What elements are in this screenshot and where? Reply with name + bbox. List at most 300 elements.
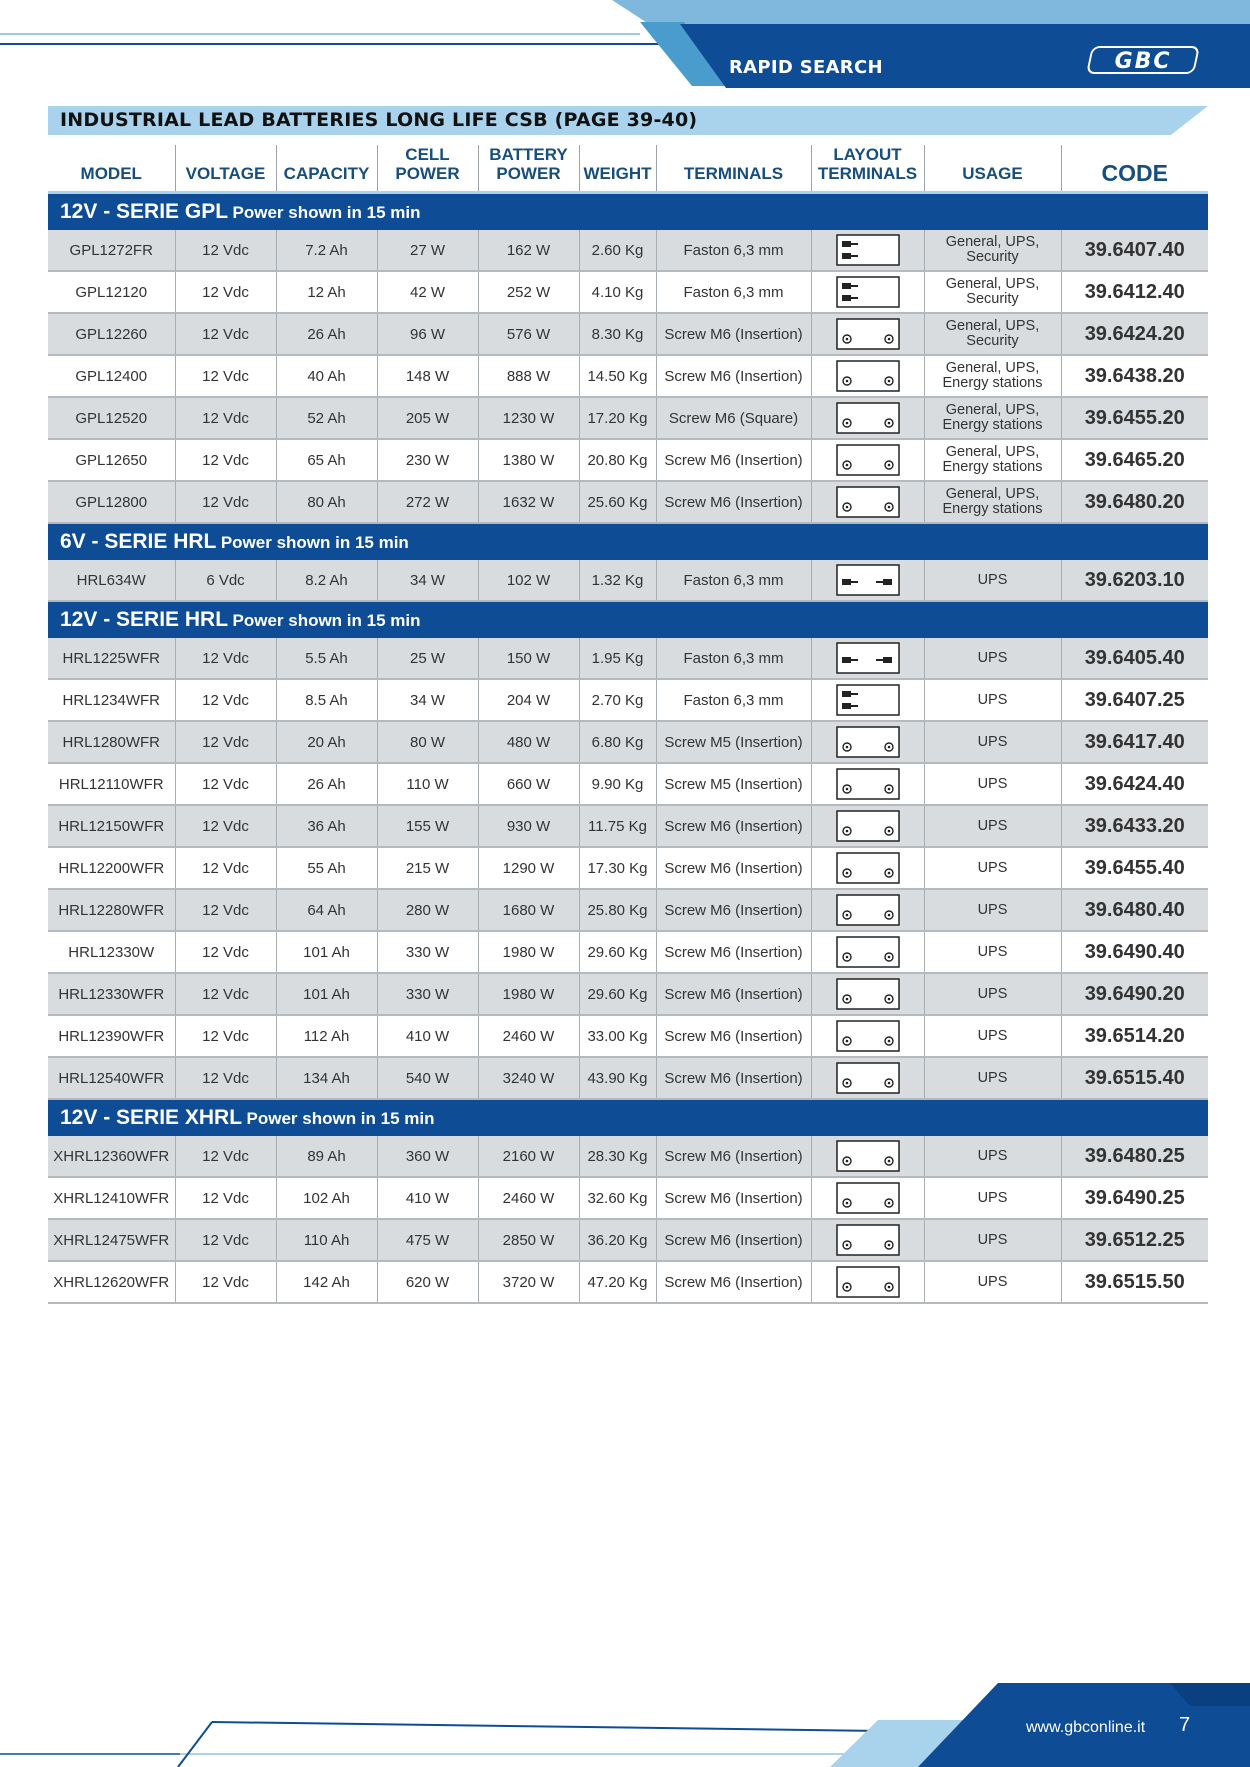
col-header-layout-terminals: LAYOUT TERMINALS <box>811 145 924 193</box>
cell-cell-power: 280 W <box>377 889 478 931</box>
usage-line: General, UPS, <box>945 486 1040 502</box>
cell-terminals: Screw M6 (Insertion) <box>656 1261 811 1303</box>
series-name: 12V - SERIE GPL <box>60 200 229 223</box>
cell-battery-power: 660 W <box>478 763 579 805</box>
series-note: Power shown in 15 min <box>232 203 421 222</box>
col-header-usage: USAGE <box>924 145 1061 193</box>
cell-weight: 17.30 Kg <box>579 847 656 889</box>
col-header-terminals: TERMINALS <box>656 145 811 193</box>
cell-layout-terminals <box>811 1057 924 1099</box>
cell-voltage: 12 Vdc <box>175 763 276 805</box>
cell-battery-power: 3720 W <box>478 1261 579 1303</box>
cell-usage <box>924 889 1061 931</box>
cell-voltage: 12 Vdc <box>175 679 276 721</box>
cell-model: GPL12520 <box>48 397 175 439</box>
cell-terminals: Faston 6,3 mm <box>656 679 811 721</box>
series-header <box>48 193 1208 231</box>
usage-line: UPS <box>977 1147 1008 1164</box>
cell-model: HRL12280WFR <box>48 889 175 931</box>
cell-capacity: 134 Ah <box>276 1057 377 1099</box>
cell-terminals: Screw M6 (Insertion) <box>656 1057 811 1099</box>
cell-weight: 8.30 Kg <box>579 313 656 355</box>
cell-battery-power: 576 W <box>478 313 579 355</box>
usage-line: UPS <box>977 649 1008 666</box>
cell-cell-power: 27 W <box>377 230 478 271</box>
faston-terminal-icon <box>836 642 900 674</box>
series-note: Power shown in 15 min <box>232 611 421 630</box>
cell-voltage: 12 Vdc <box>175 889 276 931</box>
page-title: INDUSTRIAL LEAD BATTERIES LONG LIFE CSB (PAGE 39-40) <box>60 109 698 131</box>
cell-model: GPL12260 <box>48 313 175 355</box>
screw-terminal-icon <box>836 360 900 392</box>
cell-cell-power: 34 W <box>377 560 478 601</box>
usage-line: Security <box>966 291 1019 307</box>
cell-voltage: 12 Vdc <box>175 1219 276 1261</box>
faston-terminal-icon <box>836 684 900 716</box>
cell-capacity: 65 Ah <box>276 439 377 481</box>
cell-layout-terminals <box>811 230 924 271</box>
cell-model: GPL12120 <box>48 271 175 313</box>
screw-terminal-icon <box>836 1182 900 1214</box>
logo-text: GBC <box>1114 49 1172 74</box>
series-header-row <box>48 601 1208 638</box>
cell-code: 39.6405.40 <box>1061 638 1208 679</box>
cell-model: XHRL12360WFR <box>48 1136 175 1177</box>
cell-battery-power: 2460 W <box>478 1015 579 1057</box>
cell-capacity: 26 Ah <box>276 313 377 355</box>
table-row <box>48 763 1208 805</box>
cell-battery-power: 162 W <box>478 230 579 271</box>
table-row <box>48 1219 1208 1261</box>
cell-cell-power: 330 W <box>377 973 478 1015</box>
cell-capacity: 36 Ah <box>276 805 377 847</box>
cell-voltage: 12 Vdc <box>175 1261 276 1303</box>
cell-weight: 25.80 Kg <box>579 889 656 931</box>
cell-model: HRL12150WFR <box>48 805 175 847</box>
cell-cell-power: 360 W <box>377 1136 478 1177</box>
cell-capacity: 112 Ah <box>276 1015 377 1057</box>
cell-battery-power: 204 W <box>478 679 579 721</box>
cell-weight: 1.32 Kg <box>579 560 656 601</box>
cell-usage <box>924 1177 1061 1219</box>
cell-cell-power: 230 W <box>377 439 478 481</box>
cell-terminals: Faston 6,3 mm <box>656 560 811 601</box>
col-header-code: CODE <box>1061 145 1208 193</box>
cell-voltage: 12 Vdc <box>175 313 276 355</box>
usage-line: UPS <box>977 1273 1008 1290</box>
cell-voltage: 12 Vdc <box>175 439 276 481</box>
screw-terminal-icon <box>836 486 900 518</box>
cell-battery-power: 252 W <box>478 271 579 313</box>
cell-weight: 47.20 Kg <box>579 1261 656 1303</box>
cell-terminals: Faston 6,3 mm <box>656 271 811 313</box>
cell-voltage: 12 Vdc <box>175 805 276 847</box>
cell-code: 39.6480.25 <box>1061 1136 1208 1177</box>
col-header-voltage: VOLTAGE <box>175 145 276 193</box>
cell-model: XHRL12410WFR <box>48 1177 175 1219</box>
cell-usage <box>924 313 1061 355</box>
cell-usage <box>924 973 1061 1015</box>
cell-code: 39.6424.40 <box>1061 763 1208 805</box>
cell-capacity: 64 Ah <box>276 889 377 931</box>
cell-layout-terminals <box>811 481 924 523</box>
cell-layout-terminals <box>811 763 924 805</box>
cell-code: 39.6424.20 <box>1061 313 1208 355</box>
cell-usage <box>924 1261 1061 1303</box>
cell-voltage: 12 Vdc <box>175 1015 276 1057</box>
cell-layout-terminals <box>811 889 924 931</box>
cell-battery-power: 1380 W <box>478 439 579 481</box>
cell-layout-terminals <box>811 439 924 481</box>
cell-capacity: 7.2 Ah <box>276 230 377 271</box>
cell-capacity: 101 Ah <box>276 931 377 973</box>
cell-code: 39.6465.20 <box>1061 439 1208 481</box>
gbc-logo <box>1086 46 1200 74</box>
usage-line: UPS <box>977 817 1008 834</box>
cell-layout-terminals <box>811 1136 924 1177</box>
cell-voltage: 12 Vdc <box>175 481 276 523</box>
usage-line: UPS <box>977 775 1008 792</box>
usage-line: UPS <box>977 985 1008 1002</box>
cell-code: 39.6514.20 <box>1061 1015 1208 1057</box>
cell-model: GPL1272FR <box>48 230 175 271</box>
cell-usage <box>924 230 1061 271</box>
header-decoration <box>0 0 1250 100</box>
cell-voltage: 6 Vdc <box>175 560 276 601</box>
cell-model: GPL12800 <box>48 481 175 523</box>
cell-capacity: 20 Ah <box>276 721 377 763</box>
table-row <box>48 397 1208 439</box>
page-number: 7 <box>1179 1714 1191 1736</box>
cell-layout-terminals <box>811 973 924 1015</box>
table-row <box>48 271 1208 313</box>
series-header <box>48 523 1208 560</box>
table-row <box>48 230 1208 271</box>
cell-terminals: Screw M6 (Insertion) <box>656 313 811 355</box>
cell-model: GPL12650 <box>48 439 175 481</box>
usage-line: UPS <box>977 1027 1008 1044</box>
cell-voltage: 12 Vdc <box>175 1136 276 1177</box>
cell-voltage: 12 Vdc <box>175 973 276 1015</box>
cell-code: 39.6417.40 <box>1061 721 1208 763</box>
col-header-capacity: CAPACITY <box>276 145 377 193</box>
cell-terminals: Screw M6 (Insertion) <box>656 1136 811 1177</box>
cell-capacity: 142 Ah <box>276 1261 377 1303</box>
cell-model: HRL12330W <box>48 931 175 973</box>
cell-weight: 28.30 Kg <box>579 1136 656 1177</box>
series-name: 12V - SERIE XHRL <box>60 1106 243 1129</box>
cell-capacity: 101 Ah <box>276 973 377 1015</box>
series-name: 6V - SERIE HRL <box>60 530 217 553</box>
cell-model: HRL12390WFR <box>48 1015 175 1057</box>
cell-terminals: Screw M6 (Insertion) <box>656 1015 811 1057</box>
cell-weight: 9.90 Kg <box>579 763 656 805</box>
cell-weight: 14.50 Kg <box>579 355 656 397</box>
cell-capacity: 12 Ah <box>276 271 377 313</box>
cell-usage <box>924 1219 1061 1261</box>
usage-line: General, UPS, <box>945 360 1040 376</box>
cell-weight: 32.60 Kg <box>579 1177 656 1219</box>
section-label: RAPID SEARCH <box>729 57 883 78</box>
table-row <box>48 1261 1208 1303</box>
cell-model: HRL12540WFR <box>48 1057 175 1099</box>
cell-layout-terminals <box>811 313 924 355</box>
cell-model: GPL12400 <box>48 355 175 397</box>
cell-voltage: 12 Vdc <box>175 1057 276 1099</box>
table-row <box>48 721 1208 763</box>
cell-layout-terminals <box>811 271 924 313</box>
table-row <box>48 973 1208 1015</box>
cell-cell-power: 540 W <box>377 1057 478 1099</box>
cell-terminals: Screw M6 (Insertion) <box>656 439 811 481</box>
col-header-cell-power: CELL POWER <box>377 145 478 193</box>
cell-battery-power: 2160 W <box>478 1136 579 1177</box>
cell-weight: 36.20 Kg <box>579 1219 656 1261</box>
cell-weight: 2.70 Kg <box>579 679 656 721</box>
cell-battery-power: 480 W <box>478 721 579 763</box>
cell-weight: 33.00 Kg <box>579 1015 656 1057</box>
cell-weight: 29.60 Kg <box>579 973 656 1015</box>
usage-line: General, UPS, <box>945 318 1040 334</box>
series-header-row <box>48 1099 1208 1136</box>
cell-layout-terminals <box>811 847 924 889</box>
series-note: Power shown in 15 min <box>220 533 409 552</box>
table-row <box>48 1057 1208 1099</box>
series-header-row <box>48 523 1208 560</box>
cell-capacity: 80 Ah <box>276 481 377 523</box>
usage-line: UPS <box>977 1231 1008 1248</box>
cell-battery-power: 2460 W <box>478 1177 579 1219</box>
cell-cell-power: 80 W <box>377 721 478 763</box>
col-header-battery-power: BATTERY POWER <box>478 145 579 193</box>
cell-weight: 17.20 Kg <box>579 397 656 439</box>
footer-url[interactable]: www.gbconline.it <box>1026 1719 1146 1736</box>
cell-usage <box>924 805 1061 847</box>
cell-capacity: 26 Ah <box>276 763 377 805</box>
cell-voltage: 12 Vdc <box>175 931 276 973</box>
col-header-model: MODEL <box>48 145 175 193</box>
series-header <box>48 601 1208 638</box>
cell-code: 39.6490.40 <box>1061 931 1208 973</box>
series-note: Power shown in 15 min <box>246 1109 435 1128</box>
table-row <box>48 679 1208 721</box>
usage-line: UPS <box>977 901 1008 918</box>
cell-battery-power: 102 W <box>478 560 579 601</box>
cell-cell-power: 96 W <box>377 313 478 355</box>
cell-cell-power: 215 W <box>377 847 478 889</box>
cell-voltage: 12 Vdc <box>175 271 276 313</box>
cell-weight: 20.80 Kg <box>579 439 656 481</box>
cell-layout-terminals <box>811 679 924 721</box>
cell-cell-power: 272 W <box>377 481 478 523</box>
cell-code: 39.6490.20 <box>1061 973 1208 1015</box>
faston-terminal-icon <box>836 564 900 596</box>
table-row <box>48 638 1208 679</box>
footer-decoration <box>0 1660 1250 1767</box>
table-header-row <box>48 145 1208 193</box>
cell-capacity: 89 Ah <box>276 1136 377 1177</box>
cell-layout-terminals <box>811 805 924 847</box>
usage-line: General, UPS, <box>945 234 1040 250</box>
cell-terminals: Screw M5 (Insertion) <box>656 763 811 805</box>
cell-code: 39.6412.40 <box>1061 271 1208 313</box>
cell-cell-power: 620 W <box>377 1261 478 1303</box>
cell-battery-power: 1980 W <box>478 973 579 1015</box>
cell-usage <box>924 679 1061 721</box>
cell-code: 39.6433.20 <box>1061 805 1208 847</box>
cell-capacity: 40 Ah <box>276 355 377 397</box>
table-row <box>48 313 1208 355</box>
usage-line: UPS <box>977 691 1008 708</box>
cell-cell-power: 155 W <box>377 805 478 847</box>
cell-usage <box>924 560 1061 601</box>
cell-cell-power: 475 W <box>377 1219 478 1261</box>
cell-cell-power: 205 W <box>377 397 478 439</box>
cell-usage <box>924 439 1061 481</box>
cell-terminals: Screw M6 (Insertion) <box>656 973 811 1015</box>
cell-voltage: 12 Vdc <box>175 397 276 439</box>
usage-line: Energy stations <box>942 417 1043 433</box>
cell-terminals: Screw M6 (Insertion) <box>656 481 811 523</box>
faston-terminal-icon <box>836 234 900 266</box>
table-row <box>48 355 1208 397</box>
table-row <box>48 439 1208 481</box>
cell-usage <box>924 397 1061 439</box>
cell-code: 39.6438.20 <box>1061 355 1208 397</box>
cell-voltage: 12 Vdc <box>175 847 276 889</box>
cell-code: 39.6203.10 <box>1061 560 1208 601</box>
cell-cell-power: 410 W <box>377 1177 478 1219</box>
cell-voltage: 12 Vdc <box>175 1177 276 1219</box>
cell-weight: 43.90 Kg <box>579 1057 656 1099</box>
cell-code: 39.6515.40 <box>1061 1057 1208 1099</box>
screw-terminal-icon <box>836 894 900 926</box>
cell-model: XHRL12475WFR <box>48 1219 175 1261</box>
screw-terminal-icon <box>836 936 900 968</box>
cell-weight: 11.75 Kg <box>579 805 656 847</box>
cell-voltage: 12 Vdc <box>175 721 276 763</box>
screw-terminal-icon <box>836 726 900 758</box>
cell-weight: 25.60 Kg <box>579 481 656 523</box>
cell-capacity: 55 Ah <box>276 847 377 889</box>
cell-terminals: Screw M6 (Insertion) <box>656 889 811 931</box>
cell-layout-terminals <box>811 1015 924 1057</box>
cell-battery-power: 1290 W <box>478 847 579 889</box>
usage-line: Security <box>966 249 1019 265</box>
cell-code: 39.6490.25 <box>1061 1177 1208 1219</box>
cell-layout-terminals <box>811 638 924 679</box>
cell-voltage: 12 Vdc <box>175 230 276 271</box>
cell-code: 39.6512.25 <box>1061 1219 1208 1261</box>
cell-model: HRL12110WFR <box>48 763 175 805</box>
table-row <box>48 805 1208 847</box>
usage-line: UPS <box>977 571 1008 588</box>
cell-usage <box>924 481 1061 523</box>
cell-code: 39.6515.50 <box>1061 1261 1208 1303</box>
cell-terminals: Screw M6 (Insertion) <box>656 1177 811 1219</box>
series-header <box>48 1099 1208 1136</box>
cell-terminals: Screw M6 (Square) <box>656 397 811 439</box>
cell-cell-power: 148 W <box>377 355 478 397</box>
cell-weight: 2.60 Kg <box>579 230 656 271</box>
cell-layout-terminals <box>811 1177 924 1219</box>
table-row <box>48 1177 1208 1219</box>
table-body <box>48 193 1208 1304</box>
screw-terminal-icon <box>836 978 900 1010</box>
table-row <box>48 560 1208 601</box>
cell-cell-power: 330 W <box>377 931 478 973</box>
usage-line: UPS <box>977 1069 1008 1086</box>
usage-line: General, UPS, <box>945 444 1040 460</box>
cell-model: HRL634W <box>48 560 175 601</box>
cell-weight: 4.10 Kg <box>579 271 656 313</box>
cell-usage <box>924 763 1061 805</box>
cell-cell-power: 42 W <box>377 271 478 313</box>
cell-code: 39.6455.20 <box>1061 397 1208 439</box>
table-row <box>48 1015 1208 1057</box>
usage-line: Security <box>966 333 1019 349</box>
usage-line: UPS <box>977 1189 1008 1206</box>
cell-code: 39.6480.20 <box>1061 481 1208 523</box>
cell-terminals: Screw M5 (Insertion) <box>656 721 811 763</box>
series-name: 12V - SERIE HRL <box>60 608 229 631</box>
screw-terminal-icon <box>836 1062 900 1094</box>
table-row <box>48 847 1208 889</box>
usage-line: General, UPS, <box>945 276 1040 292</box>
cell-code: 39.6455.40 <box>1061 847 1208 889</box>
cell-cell-power: 410 W <box>377 1015 478 1057</box>
cell-cell-power: 25 W <box>377 638 478 679</box>
cell-terminals: Faston 6,3 mm <box>656 638 811 679</box>
screw-terminal-icon <box>836 1224 900 1256</box>
cell-layout-terminals <box>811 931 924 973</box>
screw-terminal-icon <box>836 810 900 842</box>
cell-battery-power: 3240 W <box>478 1057 579 1099</box>
screw-terminal-icon <box>836 1020 900 1052</box>
cell-capacity: 102 Ah <box>276 1177 377 1219</box>
cell-model: HRL1234WFR <box>48 679 175 721</box>
cell-usage <box>924 721 1061 763</box>
cell-terminals: Screw M6 (Insertion) <box>656 931 811 973</box>
cell-battery-power: 888 W <box>478 355 579 397</box>
cell-code: 39.6407.25 <box>1061 679 1208 721</box>
series-header-row <box>48 193 1208 231</box>
cell-battery-power: 1632 W <box>478 481 579 523</box>
screw-terminal-icon <box>836 1266 900 1298</box>
cell-code: 39.6480.40 <box>1061 889 1208 931</box>
cell-capacity: 8.2 Ah <box>276 560 377 601</box>
usage-line: General, UPS, <box>945 402 1040 418</box>
cell-usage <box>924 931 1061 973</box>
usage-line: Energy stations <box>942 501 1043 517</box>
cell-weight: 6.80 Kg <box>579 721 656 763</box>
screw-terminal-icon <box>836 444 900 476</box>
cell-model: HRL1280WFR <box>48 721 175 763</box>
usage-line: UPS <box>977 859 1008 876</box>
cell-layout-terminals <box>811 560 924 601</box>
cell-voltage: 12 Vdc <box>175 355 276 397</box>
cell-usage <box>924 847 1061 889</box>
cell-battery-power: 1230 W <box>478 397 579 439</box>
cell-battery-power: 930 W <box>478 805 579 847</box>
cell-battery-power: 2850 W <box>478 1219 579 1261</box>
battery-table <box>48 145 1208 1304</box>
cell-usage <box>924 638 1061 679</box>
cell-usage <box>924 271 1061 313</box>
table-row <box>48 889 1208 931</box>
screw-terminal-icon <box>836 318 900 350</box>
usage-line: Energy stations <box>942 459 1043 475</box>
